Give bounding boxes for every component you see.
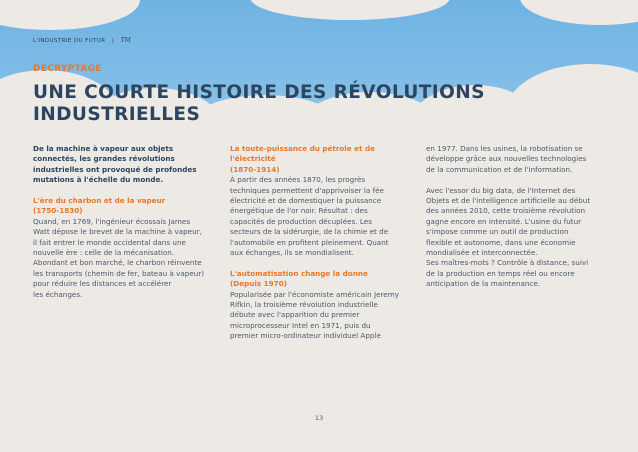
- running-header: [33, 37, 131, 44]
- header-section: L'INDUSTRIE DU FUTUR: [33, 38, 106, 44]
- body-line: développe grâce aux nouvelles technologies: [426, 154, 587, 164]
- lead-line: connectés, les grandes révolutions: [33, 154, 175, 164]
- body-line: pour réduire les distances et accélérer: [33, 279, 172, 289]
- body-line: en 1977. Dans les usines, la robotisation se: [426, 144, 583, 153]
- page-number: 13: [314, 414, 324, 422]
- header-separator: |: [111, 38, 115, 44]
- body-line: il fait entrer le monde occidental dans une: [33, 237, 186, 247]
- body-line: Abondant et bon marché, le charbon réinvente: [33, 258, 202, 268]
- body-line: l'automobile en profitent pleinement. Quant: [230, 237, 389, 247]
- page-title: UNE COURTE HISTOIRE DES RÉVOLUTIONS INDUSTRIELLES: [33, 82, 485, 125]
- body-line: s'impose comme un outil de production: [426, 227, 569, 237]
- body-line: les transports (chemin de fer, bateau à vapeur): [33, 268, 205, 278]
- subheading-dates: (Depuis 1970): [230, 279, 287, 289]
- body-line: capacités de production décuplées. Les: [230, 216, 372, 226]
- body-line: Ses maîtres-mots ? Contrôle à distance, suivi: [426, 258, 589, 268]
- body-line: microprocesseur Intel en 1971, puis du: [230, 320, 371, 330]
- body-line: débute avec l'apparition du premier: [230, 310, 360, 320]
- subheading: L'ère du charbon et de la vapeur: [33, 196, 166, 206]
- body-line: Rifkin, la troisième révolution industrielle: [230, 300, 378, 310]
- body-line: Objets et de l'intelligence artificielle au début: [426, 196, 591, 206]
- body-line: mondialisée et interconnectée.: [426, 248, 538, 258]
- body-line: nouvelle ère : celle de la mécanisation.: [33, 248, 175, 258]
- body-line: anticipation de la maintenance.: [426, 279, 541, 289]
- lead-line: industrielles ont provoqué de profondes: [33, 164, 197, 174]
- lead-line: mutations à l'échelle du monde.: [33, 175, 164, 185]
- subheading: L'automatisation change la donne: [230, 268, 368, 278]
- body-line: Quand, en 1769, l'ingénieur écossais James: [33, 216, 191, 226]
- body-line: techniques permettent d'apprivoiser la fée: [230, 185, 384, 195]
- body-line: de la communication et de l'information.: [426, 164, 573, 174]
- body-line: des années 2010, cette troisième révolution: [426, 206, 586, 216]
- body-line: Avec l'essor du big data, de l'Internet des: [426, 185, 576, 195]
- subheading: l'électricité: [230, 154, 276, 164]
- column-1: [33, 144, 218, 300]
- body-line: gagne encore en intensité. L'usine du futur: [426, 216, 582, 226]
- body-line: premier micro-ordinateur individuel Apple: [230, 331, 381, 341]
- body-line: Watt dépose le brevet de la machine à vapeur,: [33, 227, 202, 237]
- body-line: secteurs de la sidérurgie, de la chimie et de: [230, 227, 389, 237]
- body-line: les échanges.: [33, 289, 83, 299]
- subheading-dates: (1750-1830): [33, 206, 83, 216]
- subheading-dates: (1870-1914): [230, 164, 280, 174]
- body-line: énergétique de l'or noir. Résultat : des: [230, 206, 368, 216]
- body-line: À partir des années 1870, les progrès: [230, 175, 366, 185]
- subheading: La toute-puissance du pétrole et de: [230, 144, 375, 153]
- body-line: aux échanges, ils se mondialisent.: [230, 248, 354, 258]
- section-kicker: DÉCRYPTAGE: [33, 64, 102, 74]
- body-line: flexible et autonome, dans une économie: [426, 237, 576, 247]
- column-2: [230, 144, 402, 342]
- lead-line: De la machine à vapeur aux objets: [33, 144, 174, 153]
- brand-logo: TM: [120, 37, 131, 44]
- body-line: Popularisée par l'économiste américain Jeremy: [230, 289, 399, 299]
- body-line: de la production en temps réel ou encore: [426, 268, 575, 278]
- column-3: [426, 144, 601, 290]
- body-line: électricité et de domestiquer la puissance: [230, 196, 382, 206]
